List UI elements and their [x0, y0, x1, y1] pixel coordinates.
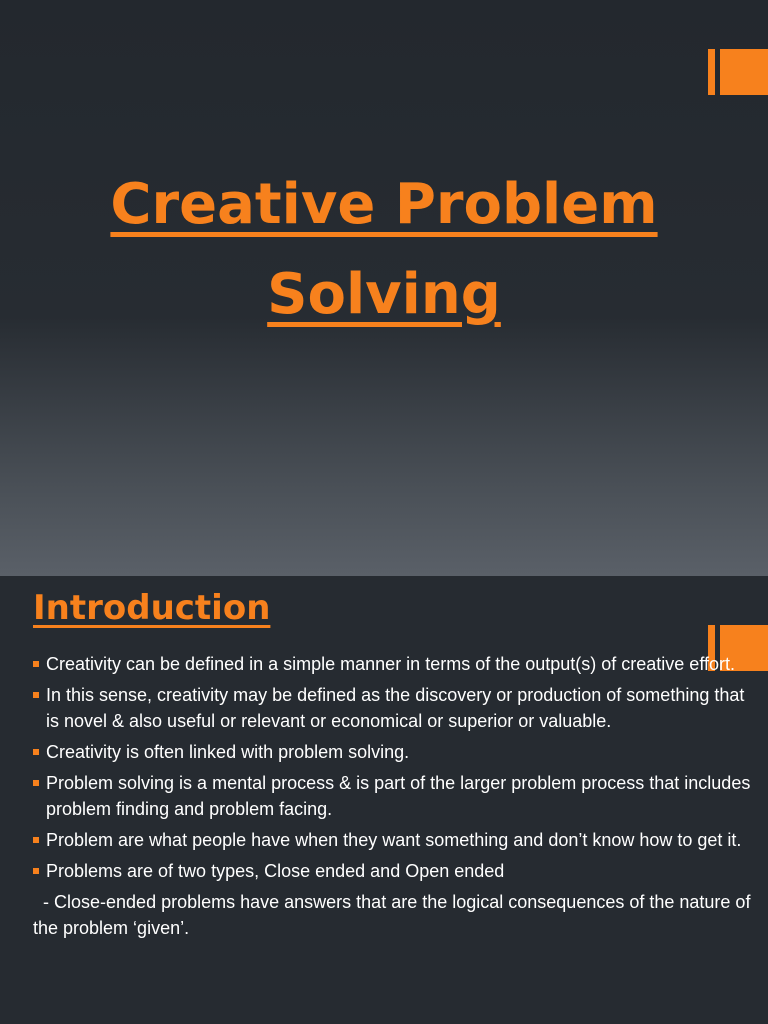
title-line-1: Creative Problem [110, 172, 658, 237]
bullet-marker-icon [33, 868, 39, 874]
bullet-item [33, 682, 753, 734]
bullet-item [33, 770, 753, 822]
accent-block [720, 49, 768, 95]
bullet-text: Creativity can be defined in a simple manner in terms of the output(s) of creative effort. [46, 654, 736, 674]
bullet-marker-icon [33, 661, 39, 667]
sub-point [33, 889, 756, 941]
bullet-item [33, 651, 753, 677]
title-line-2: Solving [267, 262, 501, 327]
slide-title [0, 160, 768, 340]
accent-thin-bar [708, 49, 715, 95]
bullet-list [33, 651, 756, 946]
bullet-text: In this sense, creativity may be defined as the discovery or production of something that is novel & also useful or relevant or economical or superior or valuable. [46, 685, 745, 731]
bullet-marker-icon [33, 749, 39, 755]
introduction-slide [0, 576, 768, 1024]
bullet-text: Problems are of two types, Close ended and Open ended [46, 861, 505, 881]
sub-point-text: - Close-ended problems have answers that are the logical consequences of the nature of the problem ‘given’. [33, 892, 756, 938]
bullet-item [33, 827, 753, 853]
bullet-marker-icon [33, 837, 39, 843]
bullet-marker-icon [33, 692, 39, 698]
bullet-item [33, 858, 753, 884]
bullet-text: Creativity is often linked with problem solving. [46, 742, 410, 762]
bullet-text: Problem are what people have when they want something and don’t know how to get it. [46, 830, 742, 850]
bullet-item [33, 739, 753, 765]
accent-bars [708, 49, 768, 95]
bullet-text: Problem solving is a mental process & is part of the larger problem process that includes problem finding and problem facing. [46, 773, 751, 819]
bullet-marker-icon [33, 780, 39, 786]
slide-heading: Introduction [33, 588, 271, 628]
